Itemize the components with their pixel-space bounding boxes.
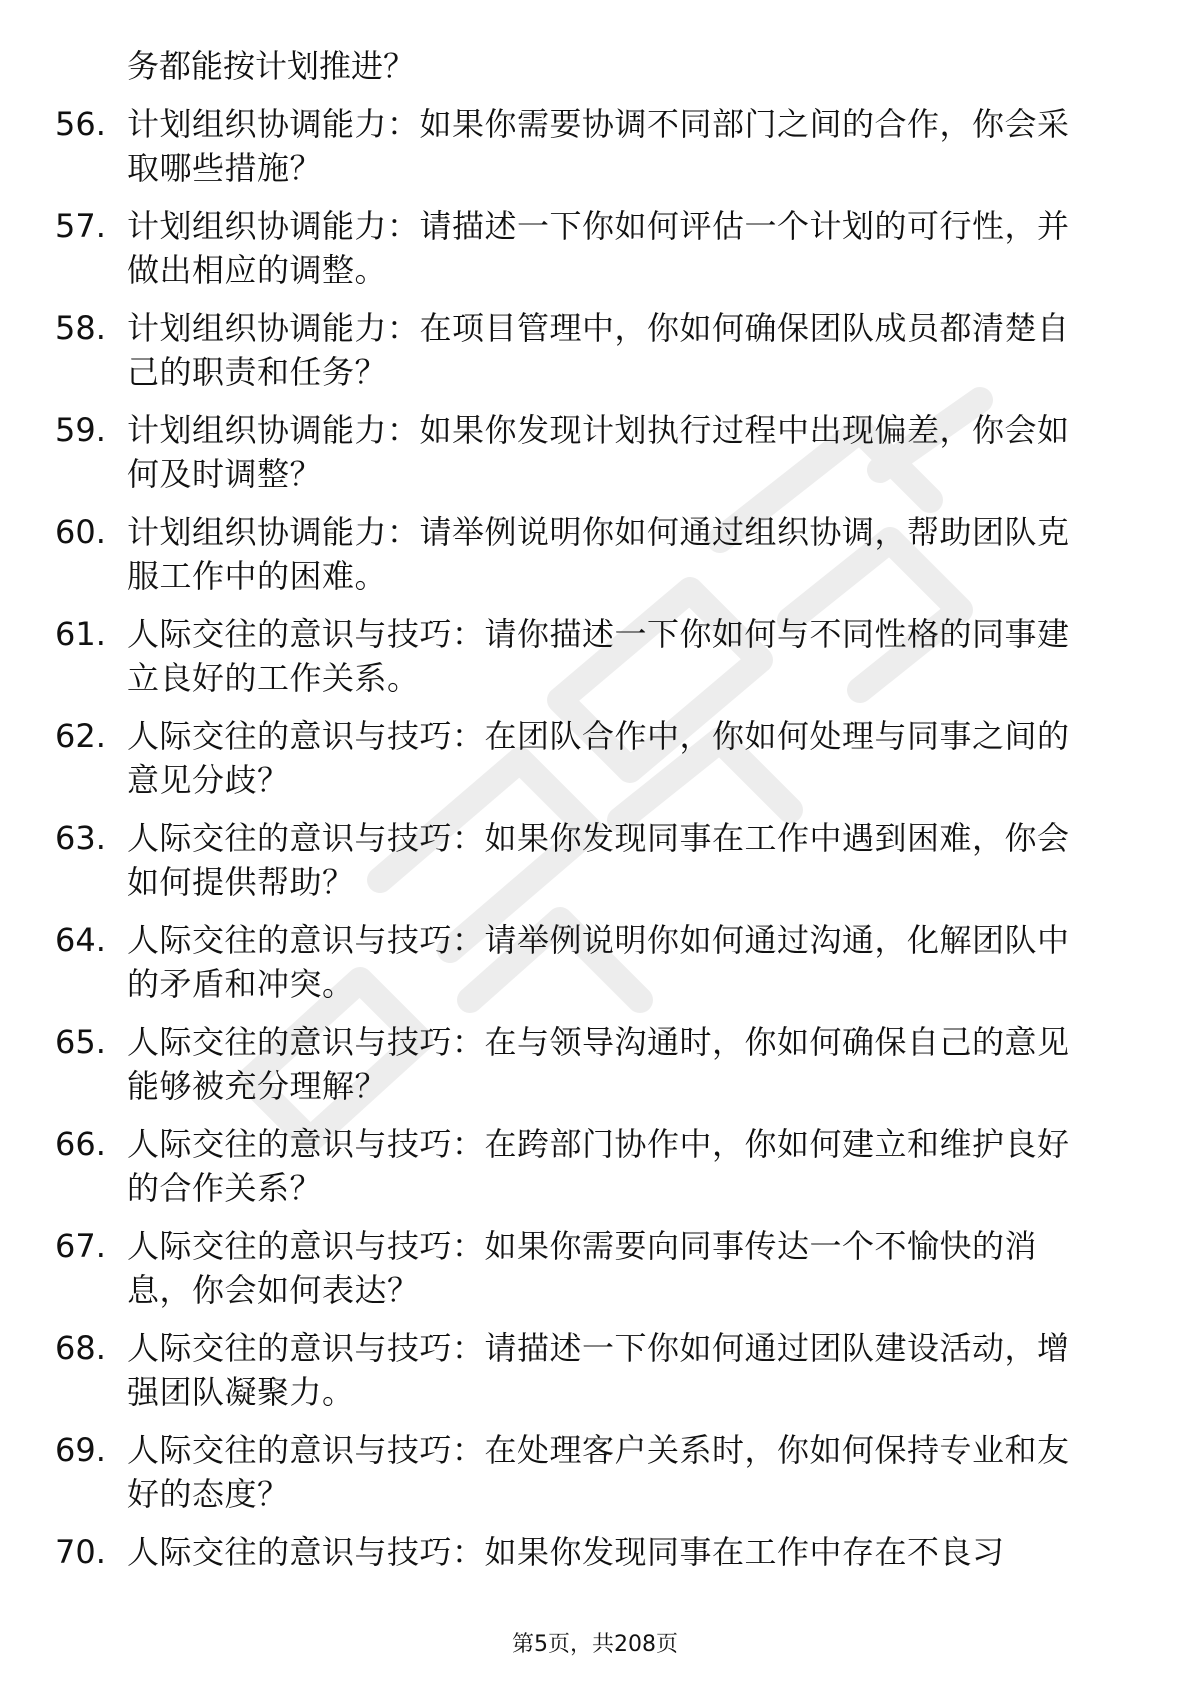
- list-item: [55, 408, 1115, 496]
- item-text: 人际交往的意识与技巧：在跨部门协作中，你如何建立和维护良好的合作关系？: [127, 1125, 1070, 1207]
- item-text: 人际交往的意识与技巧：请举例说明你如何通过沟通，化解团队中的矛盾和冲突。: [127, 921, 1070, 1003]
- item-number: 62.: [55, 717, 106, 755]
- item-text: 人际交往的意识与技巧：如果你发现同事在工作中遇到困难，你会如何提供帮助？: [127, 819, 1070, 901]
- item-number: 64.: [55, 921, 106, 959]
- item-number: 65.: [55, 1023, 106, 1061]
- item-number: 60.: [55, 513, 106, 551]
- continued-text: 务都能按计划推进？: [127, 47, 416, 85]
- item-text: 计划组织协调能力：在项目管理中，你如何确保团队成员都清楚自己的职责和任务？: [127, 309, 1070, 391]
- item-text: 人际交往的意识与技巧：在团队合作中，你如何处理与同事之间的意见分歧？: [127, 717, 1070, 799]
- list-item: [55, 204, 1115, 292]
- item-text: 人际交往的意识与技巧：请描述一下你如何通过团队建设活动，增强团队凝聚力。: [127, 1329, 1070, 1411]
- page-footer: 第5页，共208页: [512, 1632, 678, 1657]
- item-text: 计划组织协调能力：如果你需要协调不同部门之间的合作，你会采取哪些措施？: [127, 105, 1070, 187]
- item-text: 人际交往的意识与技巧：请你描述一下你如何与不同性格的同事建立良好的工作关系。: [127, 615, 1070, 697]
- item-number: 61.: [55, 615, 106, 653]
- item-text: 人际交往的意识与技巧：如果你需要向同事传达一个不愉快的消息，你会如何表达？: [127, 1227, 1038, 1309]
- list-item: [55, 1530, 1115, 1574]
- list-item: [55, 102, 1115, 190]
- item-text: 计划组织协调能力：请举例说明你如何通过组织协调，帮助团队克服工作中的困难。: [127, 513, 1070, 595]
- item-number: 63.: [55, 819, 106, 857]
- item-text: 计划组织协调能力：请描述一下你如何评估一个计划的可行性，并做出相应的调整。: [127, 207, 1070, 289]
- list-item: [55, 1428, 1115, 1516]
- list-item: [55, 816, 1115, 904]
- item-text: 人际交往的意识与技巧：在处理客户关系时，你如何保持专业和友好的态度？: [127, 1431, 1070, 1513]
- item-text: 人际交往的意识与技巧：如果你发现同事在工作中存在不良习: [127, 1533, 1005, 1571]
- item-number: 58.: [55, 309, 106, 347]
- list-item: [55, 510, 1115, 598]
- item-number: 57.: [55, 207, 106, 245]
- item-number: 68.: [55, 1329, 106, 1367]
- item-number: 59.: [55, 411, 106, 449]
- item-number: 67.: [55, 1227, 106, 1265]
- list-item: [55, 714, 1115, 802]
- item-text: 计划组织协调能力：如果你发现计划执行过程中出现偏差，你会如何及时调整？: [127, 411, 1070, 493]
- list-item: [55, 918, 1115, 1006]
- item-number: 69.: [55, 1431, 106, 1469]
- item-text: 人际交往的意识与技巧：在与领导沟通时，你如何确保自己的意见能够被充分理解？: [127, 1023, 1070, 1105]
- item-number: 66.: [55, 1125, 106, 1163]
- list-item: [55, 1020, 1115, 1108]
- list-item: [55, 1224, 1115, 1312]
- item-number: 70.: [55, 1533, 106, 1571]
- list-item: [55, 1326, 1115, 1414]
- question-list: [55, 44, 1115, 1588]
- list-item: [55, 306, 1115, 394]
- list-item: [55, 1122, 1115, 1210]
- list-item: [55, 612, 1115, 700]
- item-number: 56.: [55, 105, 106, 143]
